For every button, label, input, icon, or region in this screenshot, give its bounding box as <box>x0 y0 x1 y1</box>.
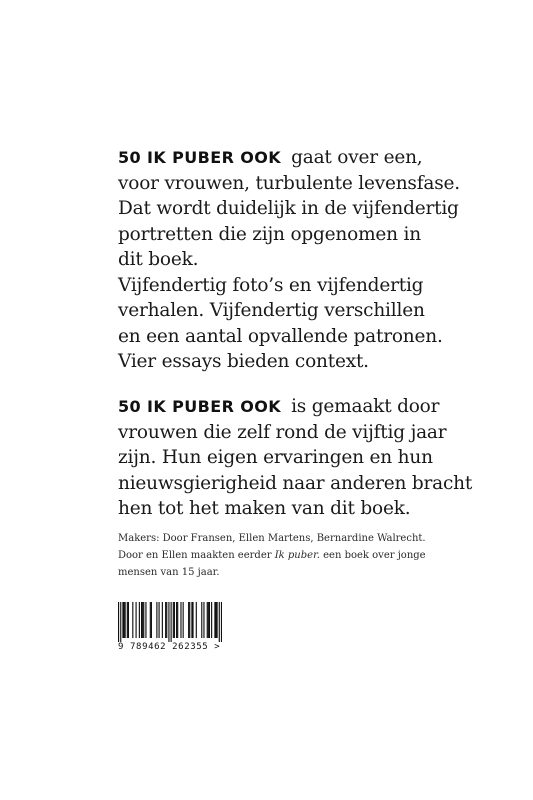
barcode-bar <box>176 602 177 638</box>
paragraph-line: verhalen. Vijfendertig verschillen <box>118 300 425 321</box>
barcode-bar <box>201 602 202 638</box>
barcode-bar <box>192 602 193 638</box>
barcode-bar <box>165 602 166 638</box>
paragraph-line: portretten die zijn opgenomen in <box>118 223 421 245</box>
book-title-inline: 50 IK PUBER OOK <box>118 397 282 416</box>
barcode-bar <box>221 602 222 642</box>
barcode-bar <box>203 602 204 638</box>
previous-book-title: Ik puber. <box>274 550 320 561</box>
credits-block <box>118 530 498 581</box>
paragraph-line: voor vrouwen, turbulente levensfase. <box>118 172 460 194</box>
barcode-bar <box>141 602 142 638</box>
barcode-bar <box>118 602 119 642</box>
barcode-bar <box>128 602 129 638</box>
book-title-inline: 50 IK PUBER OOK <box>118 148 282 167</box>
description-paragraph-1 <box>118 145 518 375</box>
barcode-bar <box>125 602 126 638</box>
barcode-bar <box>171 602 172 642</box>
paragraph-line <box>118 394 518 420</box>
barcode-bar <box>177 602 178 638</box>
credits-previous-work-cont: mensen van 15 jaar. <box>118 567 220 578</box>
barcode-bar <box>208 602 209 638</box>
paragraph-line: hen tot het maken van dit boek. <box>118 498 411 519</box>
barcode-bar <box>123 602 124 638</box>
barcode-bar <box>189 602 190 638</box>
paragraph-line: nieuwsgierigheid naar anderen bracht <box>118 472 473 494</box>
barcode-bar <box>151 602 152 638</box>
credits-makers: Makers: Door Fransen, Ellen Martens, Bernardine Walrecht. <box>118 533 426 544</box>
barcode-bar <box>211 602 212 638</box>
barcode-bar <box>173 602 174 638</box>
barcode-bar <box>217 602 218 638</box>
barcode-bar <box>174 602 175 638</box>
paragraph-line: dit boek. <box>118 249 199 270</box>
barcode-bar <box>156 602 157 638</box>
credits-text: Door en Ellen maakten eerder <box>118 550 275 561</box>
barcode-bar <box>162 602 163 638</box>
barcode-bar <box>120 602 121 642</box>
isbn-digits: 9 789462 262355 > <box>118 642 221 652</box>
barcode-bar <box>166 602 167 638</box>
barcode-bar <box>127 602 128 638</box>
barcode-bar <box>209 602 210 638</box>
barcode-bar <box>183 602 184 638</box>
barcode-bar <box>145 602 146 638</box>
paragraph-text: is gemaakt door <box>291 396 440 417</box>
barcode-bar <box>139 602 140 638</box>
paragraph-line: vrouwen die zelf rond de vijftig jaar <box>118 421 447 443</box>
barcode-bars <box>118 602 222 642</box>
barcode-bar <box>196 602 197 638</box>
barcode-bar <box>168 602 169 642</box>
paragraph-text: gaat over een, <box>291 147 423 168</box>
paragraph-line: Vier essays bieden context. <box>118 351 369 372</box>
barcode-bar <box>150 602 151 638</box>
paragraph-line <box>118 145 518 171</box>
barcode-bar <box>207 602 208 638</box>
barcode-bar <box>132 602 133 638</box>
description-paragraph-2 <box>118 394 518 522</box>
barcode-bar <box>219 602 220 642</box>
isbn-barcode <box>118 602 228 660</box>
paragraph-line: Dat wordt duidelijk in de vijfendertig <box>118 198 459 219</box>
barcode-bar <box>191 602 192 638</box>
barcode-bar <box>142 602 143 638</box>
credits-previous-work <box>118 547 498 564</box>
paragraph-line: Vijfendertig foto’s en vijfendertig <box>118 274 424 296</box>
barcode-bar <box>180 602 181 638</box>
paragraph-line: zijn. Hun eigen ervaringen en hun <box>118 447 433 468</box>
barcode-bar <box>159 602 160 638</box>
credits-text: een boek over jonge <box>319 550 426 561</box>
paragraph-line: en een aantal opvallende patronen. <box>118 325 443 347</box>
barcode-bar <box>215 602 216 638</box>
barcode-bar <box>143 602 144 638</box>
barcode-bar <box>122 602 123 638</box>
barcode-bar <box>214 602 215 638</box>
barcode-bar <box>136 602 137 638</box>
barcode-bar <box>188 602 189 638</box>
